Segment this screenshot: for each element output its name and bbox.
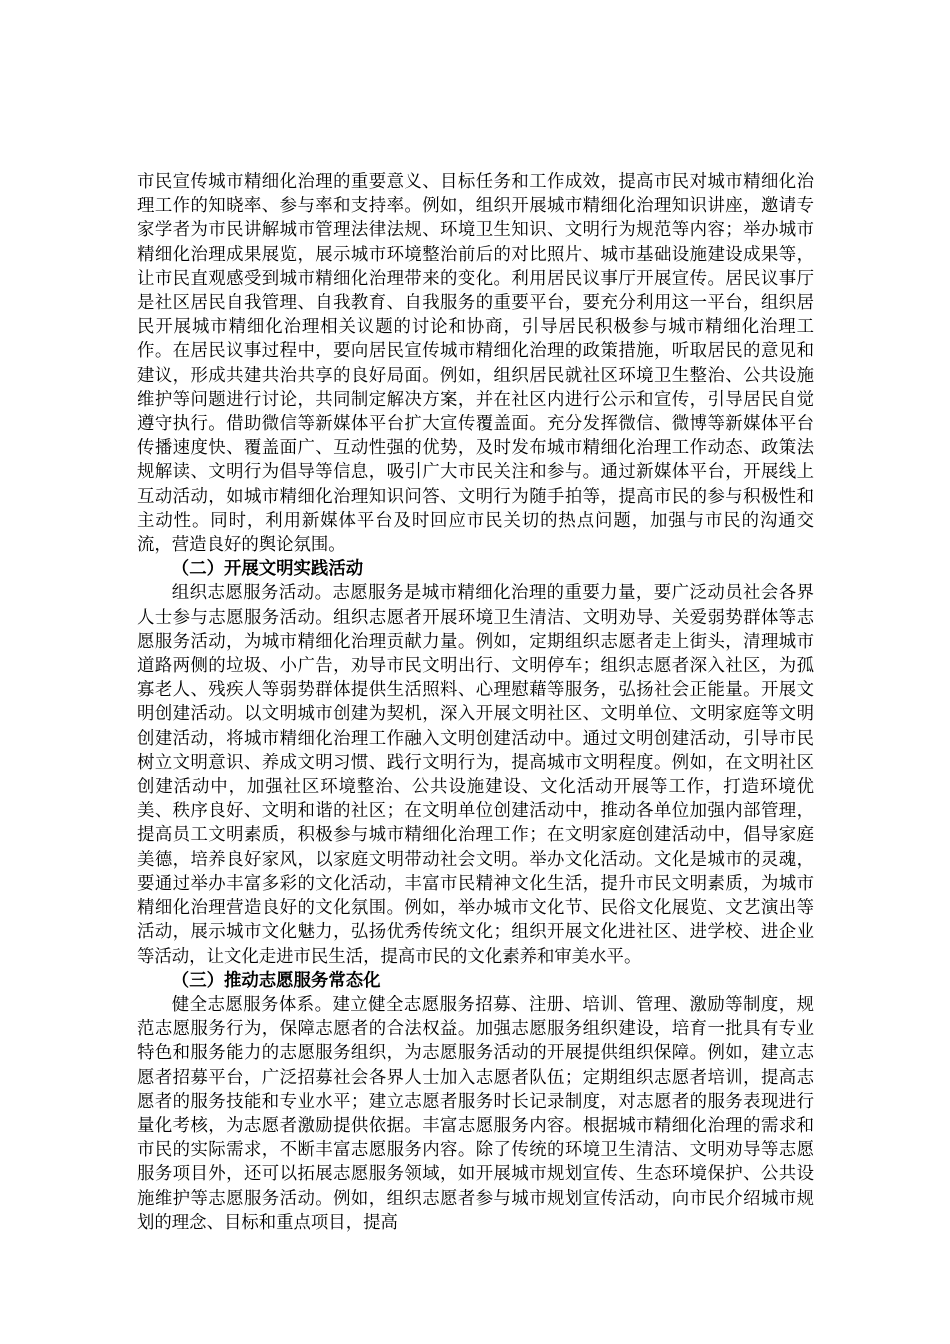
section-heading-3: （三）推动志愿服务常态化 [171, 970, 381, 991]
body-paragraph-2: 组织志愿服务活动。志愿服务是城市精细化治理的重要力量，要广泛动员社会各界人士参与志愿服务活动。组织志愿者开展环境卫生清洁、文明劝导、关爱弱势群体等志愿服务活动，为城市精细化治理贡献力量。例如，定期组织志愿者走上街头，清理城市道路两侧的垃圾、小广告，劝导市民文明出行、文明停车；组织志愿者深入社区，为孤寡老人、残疾人等弱势群体提供生活照料、心理慰藉等服务，弘扬社会正能量。开展文明创建活动。以文明城市创建为契机，深入开展文明社区、文明单位、文明家庭等文明创建活动，将城市精细化治理工作融入文明创建活动中。通过文明创建活动，引导市民树立文明意识、养成文明习惯、践行文明行为，提高城市文明程度。例如，在文明社区创建活动中，加强社区环境整治、公共设施建设、文化活动开展等工作，打造环境优美、秩序良好、文明和谐的社区；在文明单位创建活动中，推动各单位加强内部管理，提高员工文明素质，积极参与城市精细化治理工作；在文明家庭创建活动中，倡导家庭美德，培养良好家风，以家庭文明带动社会文明。举办文化活动。文化是城市的灵魂，要通过举办丰富多彩的文化活动，丰富市民精神文化生活，提升市民文明素质，为城市精细化治理营造良好的文化氛围。例如，举办城市文化节、民俗文化展览、文艺演出等活动，展示城市文化魅力，弘扬优秀传统文化；组织开展文化进社区、进学校、进企业等活动，让文化走进市民生活，提高市民的文化素养和审美水平。 [137, 583, 814, 967]
section-heading-2: （二）开展文明实践活动 [171, 559, 364, 580]
body-paragraph-1: 市民宣传城市精细化治理的重要意义、目标任务和工作成效，提高市民对城市精细化治理工作的知晓率、参与率和支持率。例如，组织开展城市精细化治理知识讲座，邀请专家学者为市民讲解城市管理法律法规、环境卫生知识、文明行为规范等内容；举办城市精细化治理成果展览，展示城市环境整治前后的对比照片、城市基础设施建设成果等，让市民直观感受到城市精细化治理带来的变化。利用居民议事厅开展宣传。居民议事厅是社区居民自我管理、自我教育、自我服务的重要平台，要充分利用这一平台，组织居民开展城市精细化治理相关议题的讨论和协商，引导居民积极参与城市精细化治理工作。在居民议事过程中，要向居民宣传城市精细化治理的政策措施，听取居民的意见和建议，形成共建共治共享的良好局面。例如，组织居民就社区环境卫生整治、公共设施维护等问题进行讨论，共同制定解决方案，并在社区内进行公示和宣传，引导居民自觉遵守执行。借助微信等新媒体平台扩大宣传覆盖面。充分发挥微信、微博等新媒体平台传播速度快、覆盖面广、互动性强的优势，及时发布城市精细化治理工作动态、政策法规解读、文明行为倡导等信息，吸引广大市民关注和参与。通过新媒体平台，开展线上互动活动，如城市精细化治理知识问答、文明行为随手拍等，提高市民的参与积极性和主动性。同时，利用新媒体平台及时回应市民关切的热点问题，加强与市民的沟通交流，营造良好的舆论氛围。 [137, 172, 814, 556]
body-paragraph-3: 健全志愿服务体系。建立健全志愿服务招募、注册、培训、管理、激励等制度，规范志愿服务行为，保障志愿者的合法权益。加强志愿服务组织建设，培育一批具有专业特色和服务能力的志愿服务组织，为志愿服务活动的开展提供组织保障。例如，建立志愿者招募平台，广泛招募社会各界人士加入志愿者队伍；定期组织志愿者培训，提高志愿者的服务技能和专业水平；建立志愿者服务时长记录制度，对志愿者的服务表现进行量化考核，为志愿者激励提供依据。丰富志愿服务内容。根据城市精细化治理的需求和市民的实际需求，不断丰富志愿服务内容。除了传统的环境卫生清洁、文明劝导等志愿服务项目外，还可以拓展志愿服务领域，如开展城市规划宣传、生态环境保护、公共设施维护等志愿服务活动。例如，组织志愿者参与城市规划宣传活动，向市民介绍城市规划的理念、目标和重点项目，提高 [137, 994, 814, 1233]
document-body [137, 170, 814, 1235]
